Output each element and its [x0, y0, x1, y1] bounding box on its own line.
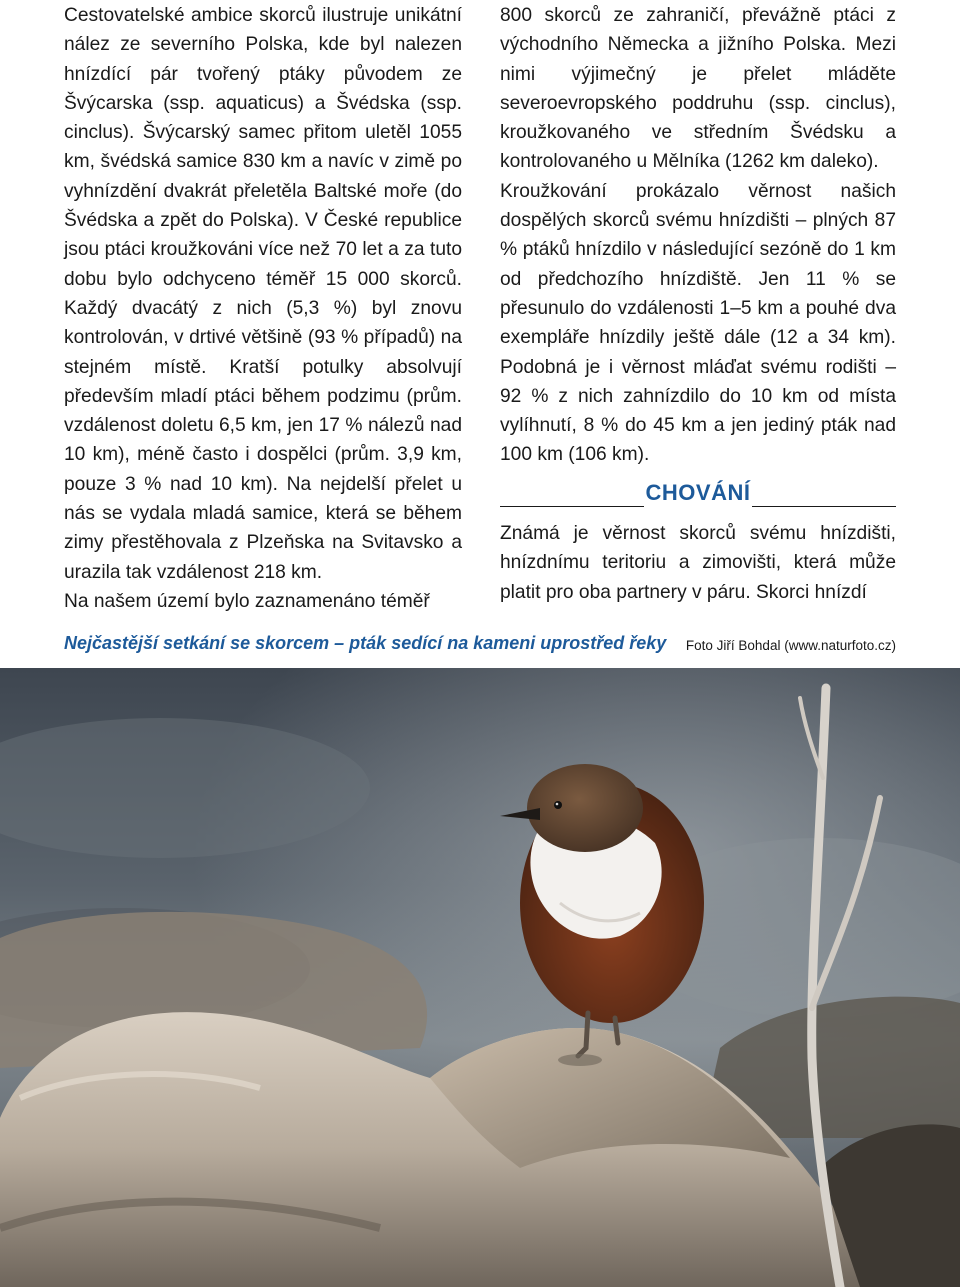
paragraph-5: Známá je věrnost skorců svému hnízdišti, hnízdnímu teritoriu a zimovišti, která může platit pro oba partnery v páru. Skorci hnízdí — [500, 523, 896, 603]
dipper-photo — [0, 668, 960, 1287]
section-heading-text: CHOVÁNÍ — [644, 476, 753, 510]
paragraph-1: Cestovatelské ambice skorců ilustruje unikátní nález ze severního Polska, kde byl nalezen hnízdící pár tvořený ptáky původem ze Švýcarska (ssp. aquaticus) a Švédska (ssp. cinclus). Švýcarský samec přitom uletěl 1055 km, švédská samice 830 km a navíc v zimě po vyhnízdění dvakrát přeletěla Baltské moře (do Švédska a zpět do Polska). V České republice jsou ptáci kroužkováni více než 70 let a za tuto dobu bylo odchyceno téměř 15 000 skorců. Každý dvacátý z nich (5,3 %) byl znovu kontrolován, v drtivé většině (93 % případů) na stejném místě. Kratší potulky absolvují především mladí ptáci během podzimu (prům. vzdálenost doletu 6,5 km, jen 17 % nálezů nad 10 km), méně často i dospělci (prům. 3,9 km, pouze 3 % nad 10 km). Na nejdelší přelet u nás se vydala mladá samice, která se během zimy přestěhovala z Plzeňska na Svitavsko a urazila tak vzdálenost 218 km. — [64, 5, 462, 583]
dipper-bird-photo-icon — [0, 668, 960, 1287]
paragraph-4: Kroužkování prokázalo věrnost našich dospělých skorců svému hnízdišti – plných 87 % ptáků hnízdilo v následující sezóně do 1 km od předchozího hnízdiště. Jen 11 % se přesunulo do vzdálenosti 1–5 km a pouhé dva exempláře hnízdily ještě dále (12 a 34 km). Podobná je i věrnost mláďat svému rodišti – 92 % z nich zahnízdilo do 10 km od místa vylíhnutí, 8 % do 45 km a jen jediný pták nad 100 km (106 km). — [500, 180, 896, 466]
paragraph-2: Na našem území bylo zaznamenáno téměř — [64, 590, 430, 612]
left-column — [64, 0, 462, 616]
paragraph-3: 800 skorců ze zahraničí, převážně ptáci z východního Německa a jižního Polska. Mezi nimi výjimečný je přelet mláděte severoevropského poddruhu (ssp. cinclus), kroužkovaného ve středním Švédsku a kontrolovaného u Mělníka (1262 km daleko). — [500, 5, 896, 173]
photo-caption: Nejčastější setkání se skorcem – pták sedící na kameni uprostřed řeky — [64, 633, 667, 653]
photo-credit: Foto Jiří Bohdal (www.naturfoto.cz) — [685, 638, 896, 653]
section-heading — [500, 476, 896, 510]
